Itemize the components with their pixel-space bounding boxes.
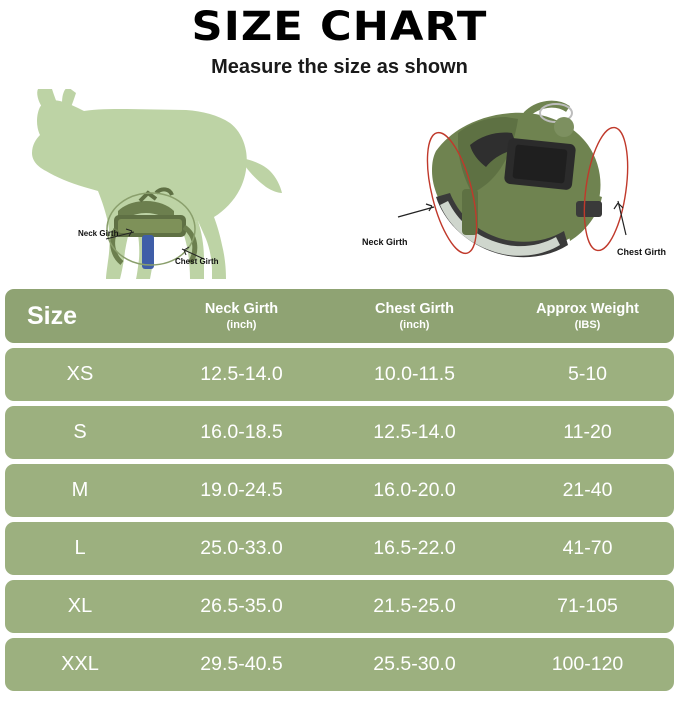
cell-approx-weight: 5-10: [567, 363, 608, 385]
table-row: [5, 638, 674, 691]
column-header-approx-weight-unit: (IBS): [574, 318, 601, 331]
cell-size: XS: [66, 363, 94, 385]
cell-approx-weight: 41-70: [562, 537, 613, 559]
column-header-neck-girth: [155, 301, 328, 331]
dog-illustration: [6, 89, 306, 285]
harness-product-shape: [432, 104, 602, 257]
table-row: [5, 464, 674, 517]
column-header-chest-girth-main: Chest Girth: [375, 300, 454, 317]
cell-neck-girth: 29.5-40.5: [200, 653, 283, 675]
table-row: [5, 522, 674, 575]
dog-neck-girth-label: Neck Girth: [78, 229, 119, 238]
cell-chest-girth: 16.0-20.0: [373, 479, 456, 501]
column-header-approx-weight: [501, 301, 674, 331]
harness-neck-girth-label: Neck Girth: [362, 237, 408, 247]
column-header-chest-girth: [328, 301, 501, 331]
harness-chest-girth-label: Chest Girth: [617, 247, 667, 257]
cell-size: XL: [67, 595, 93, 617]
cell-chest-girth: 12.5-14.0: [373, 421, 456, 443]
cell-approx-weight: 21-40: [562, 479, 613, 501]
cell-chest-girth: 16.5-22.0: [373, 537, 456, 559]
cell-neck-girth: 26.5-35.0: [200, 595, 283, 617]
illustration-band: [0, 89, 679, 285]
cell-approx-weight: 11-20: [563, 421, 612, 443]
dog-silhouette-shape: [32, 89, 282, 279]
cell-approx-weight: 100-120: [551, 653, 624, 675]
cell-neck-girth: 25.0-33.0: [200, 537, 283, 559]
cell-size: L: [74, 537, 86, 559]
dog-chest-girth-label: Chest Girth: [175, 257, 219, 266]
cell-size: M: [71, 479, 89, 501]
column-header-size: Size: [27, 301, 78, 330]
table-row: [5, 406, 674, 459]
cell-chest-girth: 21.5-25.0: [373, 595, 456, 617]
cell-neck-girth: 19.0-24.5: [200, 479, 283, 501]
page-subtitle: Measure the size as shown: [211, 56, 468, 78]
size-chart-table: [5, 289, 674, 691]
cell-chest-girth: 10.0-11.5: [374, 363, 455, 385]
cell-neck-girth: 16.0-18.5: [200, 421, 283, 443]
column-header-approx-weight-main: Approx Weight: [536, 300, 639, 317]
cell-neck-girth: 12.5-14.0: [200, 363, 283, 385]
column-header-chest-girth-unit: (inch): [399, 318, 430, 331]
page-title: SIZE CHART: [191, 4, 488, 50]
table-header-row: [5, 289, 674, 343]
table-row: [5, 580, 674, 633]
cell-chest-girth: 25.5-30.0: [373, 653, 456, 675]
cell-size: XXL: [61, 653, 99, 675]
cell-approx-weight: 71-105: [557, 595, 618, 617]
chart-header: [0, 0, 679, 79]
cell-size: S: [73, 421, 87, 443]
table-row: [5, 348, 674, 401]
column-header-neck-girth-main: Neck Girth: [204, 300, 279, 317]
column-header-neck-girth-unit: (inch): [226, 318, 257, 331]
